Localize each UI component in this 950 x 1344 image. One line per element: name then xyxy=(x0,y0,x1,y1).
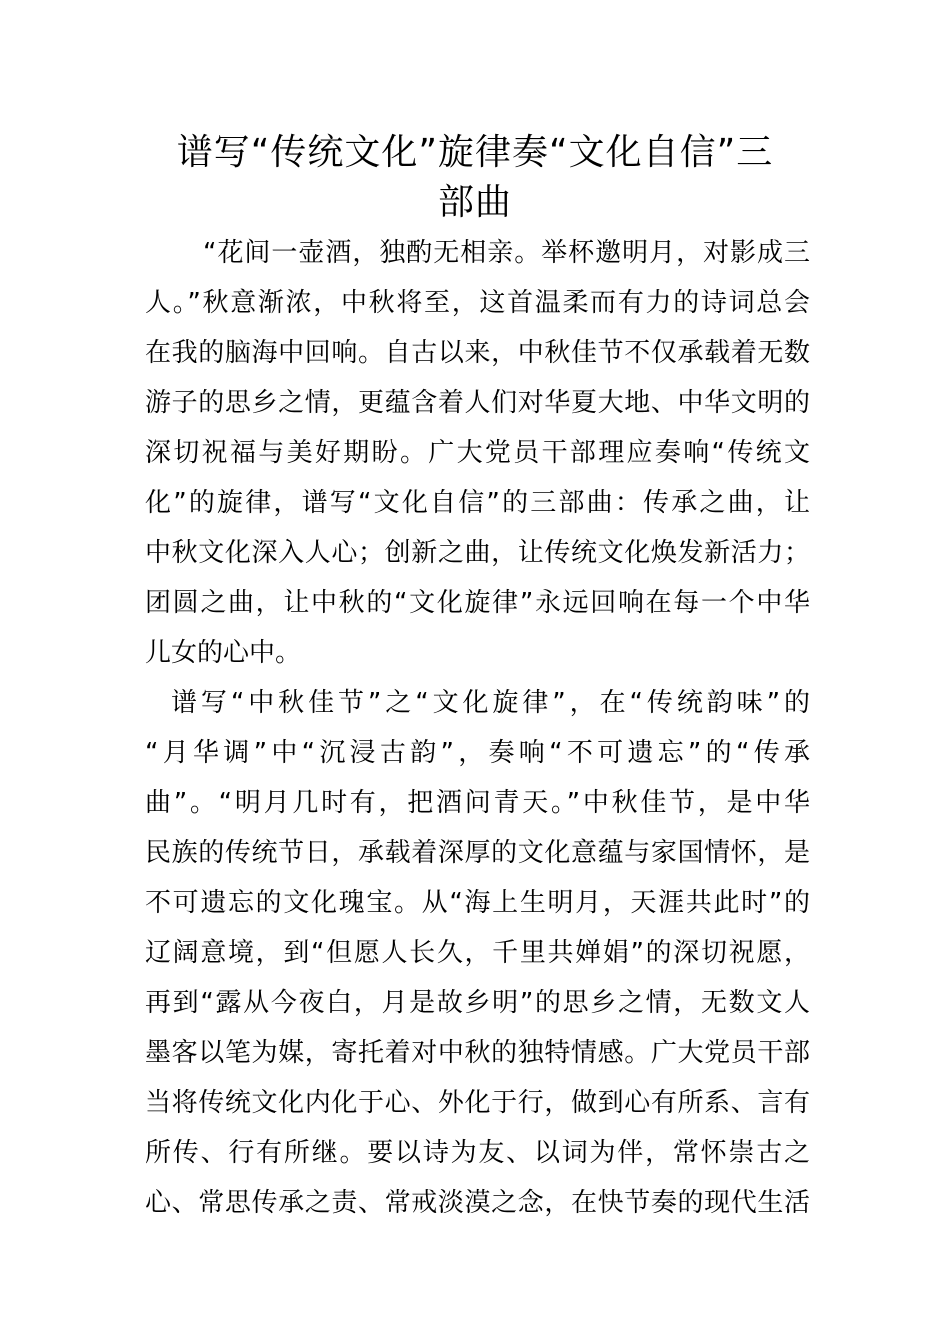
text-line: 当将传统文化内化于心、外化于行，做到心有所系、言有 xyxy=(145,1088,810,1118)
text-line: 再到“露从今夜白，月是故乡明”的思乡之情，无数文人 xyxy=(145,988,810,1018)
text-line: 辽阔意境，到“但愿人长久，千里共婵娟”的深切祝愿， xyxy=(145,938,810,968)
text-line: 墨客以笔为媒，寄托着对中秋的独特情感。广大党员干部 xyxy=(145,1038,810,1068)
text-line: 不可遗忘的文化瑰宝。从“海上生明月，天涯共此时”的 xyxy=(145,888,810,918)
paragraph-1 xyxy=(145,228,810,678)
text-line: 在我的脑海中回响。自古以来，中秋佳节不仅承载着无数 xyxy=(145,338,810,368)
title-line-1: 谱写“传统文化”旋律奏“文化自信”三 xyxy=(176,132,774,173)
title-line-2: 部曲 xyxy=(437,182,512,223)
paragraph-2 xyxy=(145,678,810,1228)
text-line: 曲”。“明月几时有，把酒问青天。”中秋佳节，是中华 xyxy=(145,788,810,818)
text-line: 化”的旋律，谱写“文化自信”的三部曲：传承之曲，让 xyxy=(145,488,810,518)
text-line: 团圆之曲，让中秋的“文化旋律”永远回响在每一个中华 xyxy=(145,588,810,618)
text-line: 儿女的心中。 xyxy=(145,638,302,668)
document-body xyxy=(145,228,810,1228)
text-line: 心、常思传承之责、常戒淡漠之念，在快节奏的现代生活 xyxy=(145,1188,810,1218)
text-line: 游子的思乡之情，更蕴含着人们对华夏大地、中华文明的 xyxy=(145,388,810,418)
text-line: 民族的传统节日，承载着深厚的文化意蕴与家国情怀，是 xyxy=(145,838,810,868)
text-line: 中秋文化深入人心；创新之曲，让传统文化焕发新活力； xyxy=(145,538,810,568)
text-line: 谱写“中秋佳节”之“文化旋律”，在“传统韵味”的 xyxy=(171,688,810,718)
document-title xyxy=(140,128,810,228)
text-line: “花间一壶酒，独酌无相亲。举杯邀明月，对影成三 xyxy=(203,238,810,268)
text-line: 所传、行有所继。要以诗为友、以词为伴，常怀崇古之 xyxy=(145,1138,810,1168)
text-line: 人。”秋意渐浓，中秋将至，这首温柔而有力的诗词总会 xyxy=(145,288,810,318)
text-line: 深切祝福与美好期盼。广大党员干部理应奏响“传统文 xyxy=(145,438,810,468)
text-line: “月华调”中“沉浸古韵”，奏响“不可遗忘”的“传承 xyxy=(145,738,810,768)
